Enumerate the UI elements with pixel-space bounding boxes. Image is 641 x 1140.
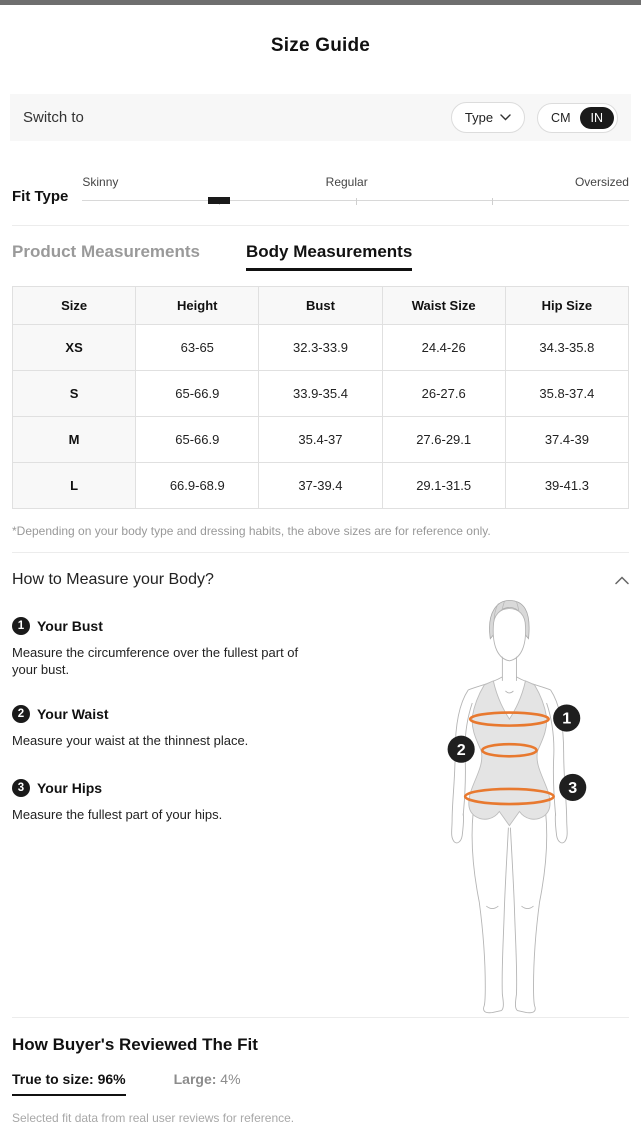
how-to-measure-title: How to Measure your Body? xyxy=(12,571,214,588)
table-row xyxy=(13,463,629,509)
page-title: Size Guide xyxy=(270,35,371,56)
fit-type-slider[interactable] xyxy=(82,175,629,205)
table-cell: 32.3-33.9 xyxy=(259,325,382,371)
table-cell: 66.9-68.9 xyxy=(136,463,259,509)
svg-text:3: 3 xyxy=(568,778,578,797)
table-cell: 37-39.4 xyxy=(259,463,382,509)
svg-text:1: 1 xyxy=(562,709,572,728)
body-measurement-figure xyxy=(428,587,629,1017)
fit-option-oversized: Oversized xyxy=(574,175,629,189)
col-header-height: Height xyxy=(136,287,259,325)
track-tick xyxy=(356,198,357,205)
table-row xyxy=(13,325,629,371)
col-header-hip: Hip Size xyxy=(505,287,628,325)
tab-body-measurements[interactable]: Body Measurements xyxy=(246,242,412,271)
measurement-tabs xyxy=(12,242,629,271)
table-cell: 33.9-35.4 xyxy=(259,371,382,417)
number-badge-icon: 1 xyxy=(12,617,30,635)
stat-label: True to size: xyxy=(12,1071,94,1087)
measure-item-description: Measure your waist at the thinnest place. xyxy=(12,733,249,748)
measure-item-description: Measure the circumference over the fullest part of your bust. xyxy=(12,645,299,677)
stat-label: Large: xyxy=(173,1071,217,1087)
fit-type-options xyxy=(82,175,629,189)
fit-review-note: Selected fit data from real user reviews for reference. xyxy=(12,1111,295,1125)
size-table xyxy=(12,286,629,509)
figure-face xyxy=(493,609,525,661)
measure-item-bust xyxy=(12,599,432,678)
fit-type-label: Fit Type xyxy=(12,188,69,205)
type-dropdown-button[interactable] xyxy=(451,102,525,133)
unit-cm-option[interactable]: CM xyxy=(551,110,571,125)
fit-type-row xyxy=(12,175,629,205)
figure-right-leg xyxy=(510,812,546,1013)
chevron-up-icon[interactable] xyxy=(615,576,629,585)
unit-in-option-selected[interactable]: IN xyxy=(580,107,615,129)
table-cell: 65-66.9 xyxy=(136,417,259,463)
figure-badge-2 xyxy=(448,736,475,763)
switch-bar xyxy=(10,94,631,141)
unit-toggle[interactable] xyxy=(537,103,618,133)
table-cell: 63-65 xyxy=(136,325,259,371)
fit-type-indicator[interactable] xyxy=(208,197,230,204)
number-badge-icon: 2 xyxy=(12,705,30,723)
table-cell: 39-41.3 xyxy=(505,463,628,509)
table-cell-size: S xyxy=(13,371,136,417)
table-cell: 27.6-29.1 xyxy=(382,417,505,463)
measure-item-title: Your Waist xyxy=(37,706,109,722)
measure-item-title: Your Bust xyxy=(37,618,103,634)
divider xyxy=(12,225,629,226)
table-cell: 34.3-35.8 xyxy=(505,325,628,371)
table-cell: 35.8-37.4 xyxy=(505,371,628,417)
stat-true-to-size[interactable] xyxy=(12,1071,126,1096)
table-cell: 26-27.6 xyxy=(382,371,505,417)
stat-value: 96% xyxy=(97,1071,126,1087)
tab-product-measurements[interactable]: Product Measurements xyxy=(12,242,200,261)
stat-large[interactable] xyxy=(174,1071,241,1087)
divider xyxy=(12,1017,629,1018)
table-footnote: *Depending on your body type and dressing habits, the above sizes are for reference only. xyxy=(12,524,491,538)
number-badge-icon: 3 xyxy=(12,779,30,797)
table-cell: 24.4-26 xyxy=(382,325,505,371)
col-header-waist: Waist Size xyxy=(382,287,505,325)
fit-review-title: How Buyer's Reviewed The Fit xyxy=(12,1035,258,1054)
measure-item-heading xyxy=(12,617,432,635)
switch-controls xyxy=(451,102,618,133)
chevron-down-icon xyxy=(500,114,511,121)
table-cell: 35.4-37 xyxy=(259,417,382,463)
fit-option-regular: Regular xyxy=(325,175,368,189)
table-cell-size: L xyxy=(13,463,136,509)
figure-badge-1 xyxy=(553,705,580,732)
fit-type-track[interactable] xyxy=(82,197,629,205)
track-tick xyxy=(492,198,493,205)
col-header-bust: Bust xyxy=(259,287,382,325)
measure-item-waist xyxy=(12,678,432,749)
figure-left-leg xyxy=(472,812,508,1013)
table-row xyxy=(13,371,629,417)
table-row xyxy=(13,417,629,463)
table-cell: 65-66.9 xyxy=(136,371,259,417)
switch-to-label: Switch to xyxy=(23,109,84,126)
table-cell-size: XS xyxy=(13,325,136,371)
table-cell: 37.4-39 xyxy=(505,417,628,463)
measure-item-heading xyxy=(12,779,432,797)
table-header-row xyxy=(13,287,629,325)
top-bar xyxy=(0,0,641,5)
svg-text:2: 2 xyxy=(456,740,466,759)
measure-item-heading xyxy=(12,705,432,723)
type-dropdown-label: Type xyxy=(464,110,494,125)
body-figure-illustration xyxy=(428,587,629,1017)
measure-item-description: Measure the fullest part of your hips. xyxy=(12,807,223,822)
fit-option-skinny: Skinny xyxy=(82,175,119,189)
measure-item-hips xyxy=(12,749,432,823)
table-cell-size: M xyxy=(13,417,136,463)
fit-review-stats xyxy=(12,1071,629,1096)
stat-value: 4% xyxy=(220,1071,241,1087)
table-cell: 29.1-31.5 xyxy=(382,463,505,509)
col-header-size: Size xyxy=(13,287,136,325)
measure-item-title: Your Hips xyxy=(37,780,103,796)
how-to-measure-body xyxy=(12,599,629,1017)
divider xyxy=(12,552,629,553)
figure-badge-3 xyxy=(559,774,586,801)
